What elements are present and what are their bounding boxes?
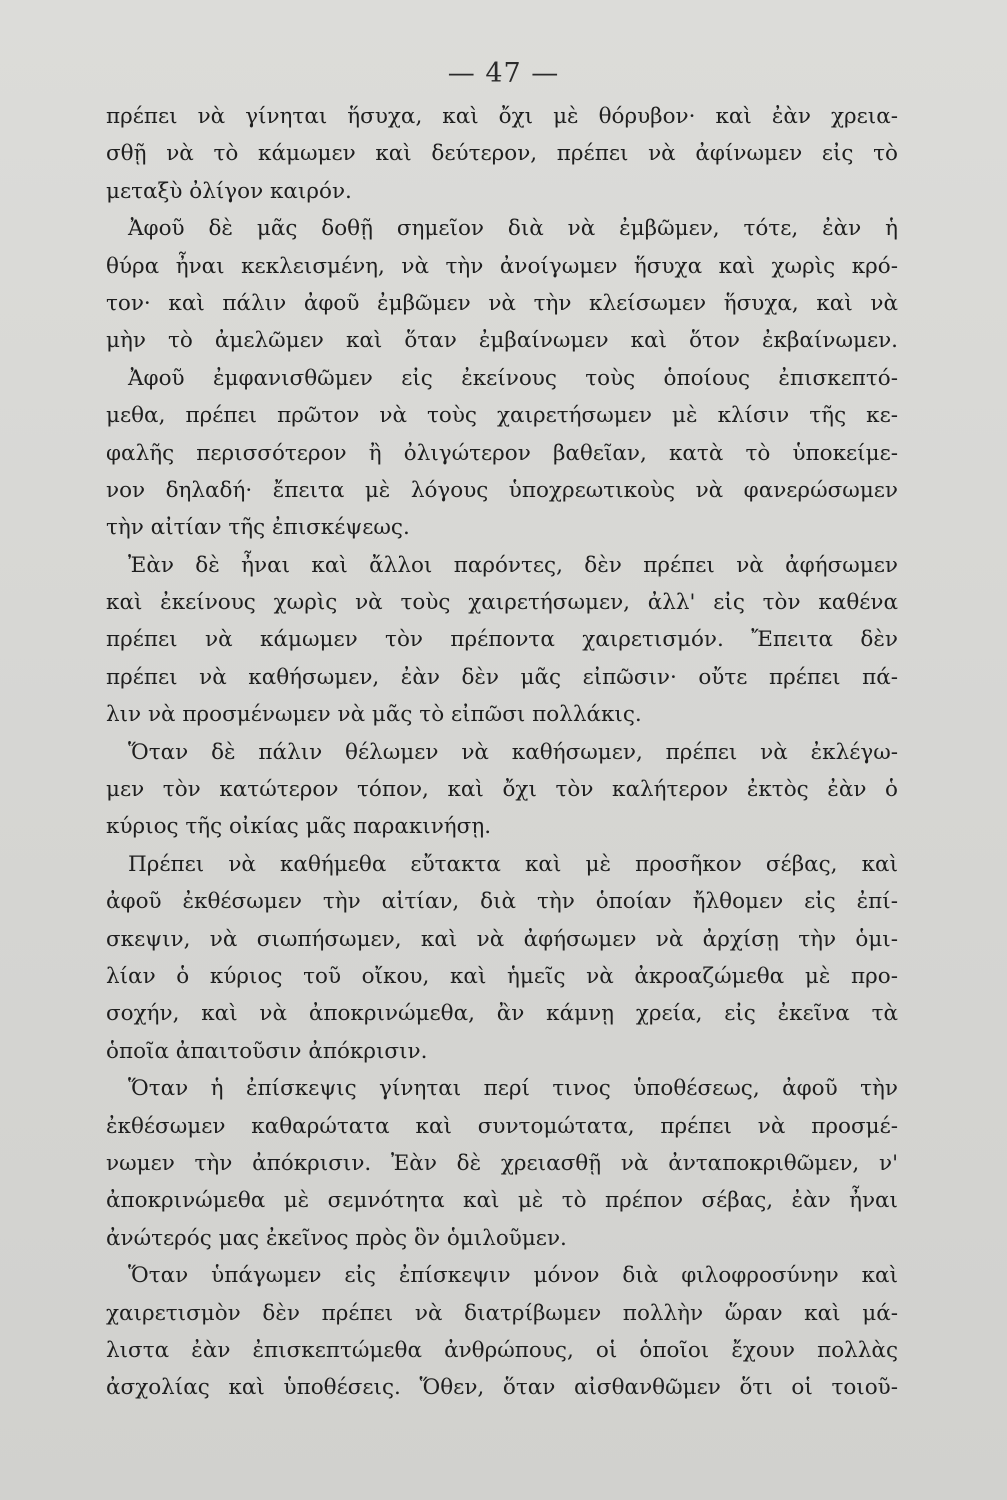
text-line: ἀσχολίας καὶ ὑποθέσεις. Ὅθεν, ὅταν αἰσθανθῶμεν ὅτι οἱ τοιοῦ-: [106, 1375, 898, 1401]
text-line: νον δηλαδή· ἔπειτα μὲ λόγους ὑποχρεωτικοὺς νὰ φανερώσωμεν: [106, 477, 898, 503]
text-line: λιστα ἐὰν ἐπισκεπτώμεθα ἀνθρώπους, οἱ ὁποῖοι ἔχουν πολλὰς: [106, 1337, 898, 1363]
text-line: καὶ ἐκείνους χωρὶς νὰ τοὺς χαιρετήσωμεν, ἀλλ' εἰς τὸν καθένα: [106, 590, 898, 616]
page-number: — 47 —: [447, 58, 560, 89]
text-line: Ὅταν δὲ πάλιν θέλωμεν νὰ καθήσωμεν, πρέπει νὰ ἐκλέγω-: [128, 739, 898, 765]
text-line: νωμεν τὴν ἀπόκρισιν. Ἐὰν δὲ χρειασθῇ νὰ ἀνταποκριθῶμεν, ν': [106, 1150, 898, 1176]
text-line: θύρα ἦναι κεκλεισμένη, νὰ τὴν ἀνοίγωμεν ἥσυχα καὶ χωρὶς κρό-: [106, 253, 898, 279]
text-line: ἀποκρινώμεθα μὲ σεμνότητα καὶ μὲ τὸ πρέπον σέβας, ἐὰν ἦναι: [106, 1188, 898, 1214]
text-line: Πρέπει νὰ καθήμεθα εὔτακτα καὶ μὲ προσῆκον σέβας, καὶ: [128, 851, 898, 877]
text-line: φαλῆς περισσότερον ἢ ὀλιγώτερον βαθεῖαν, κατὰ τὸ ὑποκείμε-: [106, 440, 898, 466]
text-line: χαιρετισμὸν δὲν πρέπει νὰ διατρίβωμεν πολλὴν ὥραν καὶ μά-: [106, 1300, 898, 1326]
text-line: Ἐὰν δὲ ἦναι καὶ ἄλλοι παρόντες, δὲν πρέπει νὰ ἀφήσωμεν: [128, 552, 898, 578]
text-line: σκεψιν, νὰ σιωπήσωμεν, καὶ νὰ ἀφήσωμεν νὰ ἀρχίσῃ τὴν ὁμι-: [106, 926, 898, 952]
text-line: μὴν τὸ ἀμελῶμεν καὶ ὅταν ἐμβαίνωμεν καὶ ὅτον ἐκβαίνωμεν.: [106, 328, 898, 354]
text-line: τὴν αἰτίαν τῆς ἐπισκέψεως.: [106, 515, 410, 541]
text-line: μεταξὺ ὀλίγον καιρόν.: [106, 178, 352, 204]
text-line: πρέπει νὰ καθήσωμεν, ἐὰν δὲν μᾶς εἰπῶσιν· οὔτε πρέπει πά-: [106, 664, 898, 690]
text-line: πρέπει νὰ γίνηται ἥσυχα, καὶ ὄχι μὲ θόρυβον· καὶ ἐὰν χρεια-: [106, 104, 898, 129]
text-line: λίαν ὁ κύριος τοῦ οἴκου, καὶ ἡμεῖς νὰ ἀκροαζώμεθα μὲ προ-: [106, 963, 898, 989]
text-line: λιν νὰ προσμένωμεν νὰ μᾶς τὸ εἰπῶσι πολλάκις.: [106, 702, 642, 728]
body-text: [106, 98, 898, 1407]
text-line: Ὅταν ἡ ἐπίσκεψις γίνηται περί τινος ὑποθέσεως, ἀφοῦ τὴν: [128, 1076, 898, 1102]
text-line: πρέπει νὰ κάμωμεν τὸν πρέποντα χαιρετισμόν. Ἔπειτα δὲν: [106, 627, 898, 653]
text-line: σθῇ νὰ τὸ κάμωμεν καὶ δεύτερον, πρέπει νὰ ἀφίνωμεν εἰς τὸ: [106, 141, 898, 167]
text-line: Ὅταν ὑπάγωμεν εἰς ἐπίσκεψιν μόνον διὰ φιλοφροσύνην καὶ: [128, 1263, 898, 1289]
text-line: τον· καὶ πάλιν ἀφοῦ ἐμβῶμεν νὰ τὴν κλείσωμεν ἥσυχα, καὶ νὰ: [106, 290, 898, 316]
text-line: κύριος τῆς οἰκίας μᾶς παρακινήσῃ.: [106, 814, 492, 840]
text-line: ἐκθέσωμεν καθαρώτατα καὶ συντομώτατα, πρέπει νὰ προσμέ-: [106, 1113, 898, 1139]
text-line: σοχήν, καὶ νὰ ἀποκρινώμεθα, ἂν κάμνῃ χρεία, εἰς ἐκεῖνα τὰ: [106, 1001, 898, 1027]
text-line: μεθα, πρέπει πρῶτον νὰ τοὺς χαιρετήσωμεν μὲ κλίσιν τῆς κε-: [106, 403, 898, 429]
text-line: μεν τὸν κατώτερον τόπον, καὶ ὄχι τὸν καλήτερον ἐκτὸς ἐὰν ὁ: [106, 777, 898, 803]
text-line: ἀφοῦ ἐκθέσωμεν τὴν αἰτίαν, διὰ τὴν ὁποίαν ἤλθομεν εἰς ἐπί-: [106, 889, 898, 915]
text-line: Ἀφοῦ ἐμφανισθῶμεν εἰς ἐκείνους τοὺς ὁποίους ἐπισκεπτό-: [128, 365, 898, 391]
text-line: Ἀφοῦ δὲ μᾶς δοθῇ σημεῖον διὰ νὰ ἐμβῶμεν, τότε, ἐὰν ἡ: [128, 216, 898, 242]
text-line: ὁποῖα ἀπαιτοῦσιν ἀπόκρισιν.: [106, 1038, 428, 1064]
text-line: ἀνώτερός μας ἐκεῖνος πρὸς ὃν ὁμιλοῦμεν.: [106, 1225, 567, 1251]
